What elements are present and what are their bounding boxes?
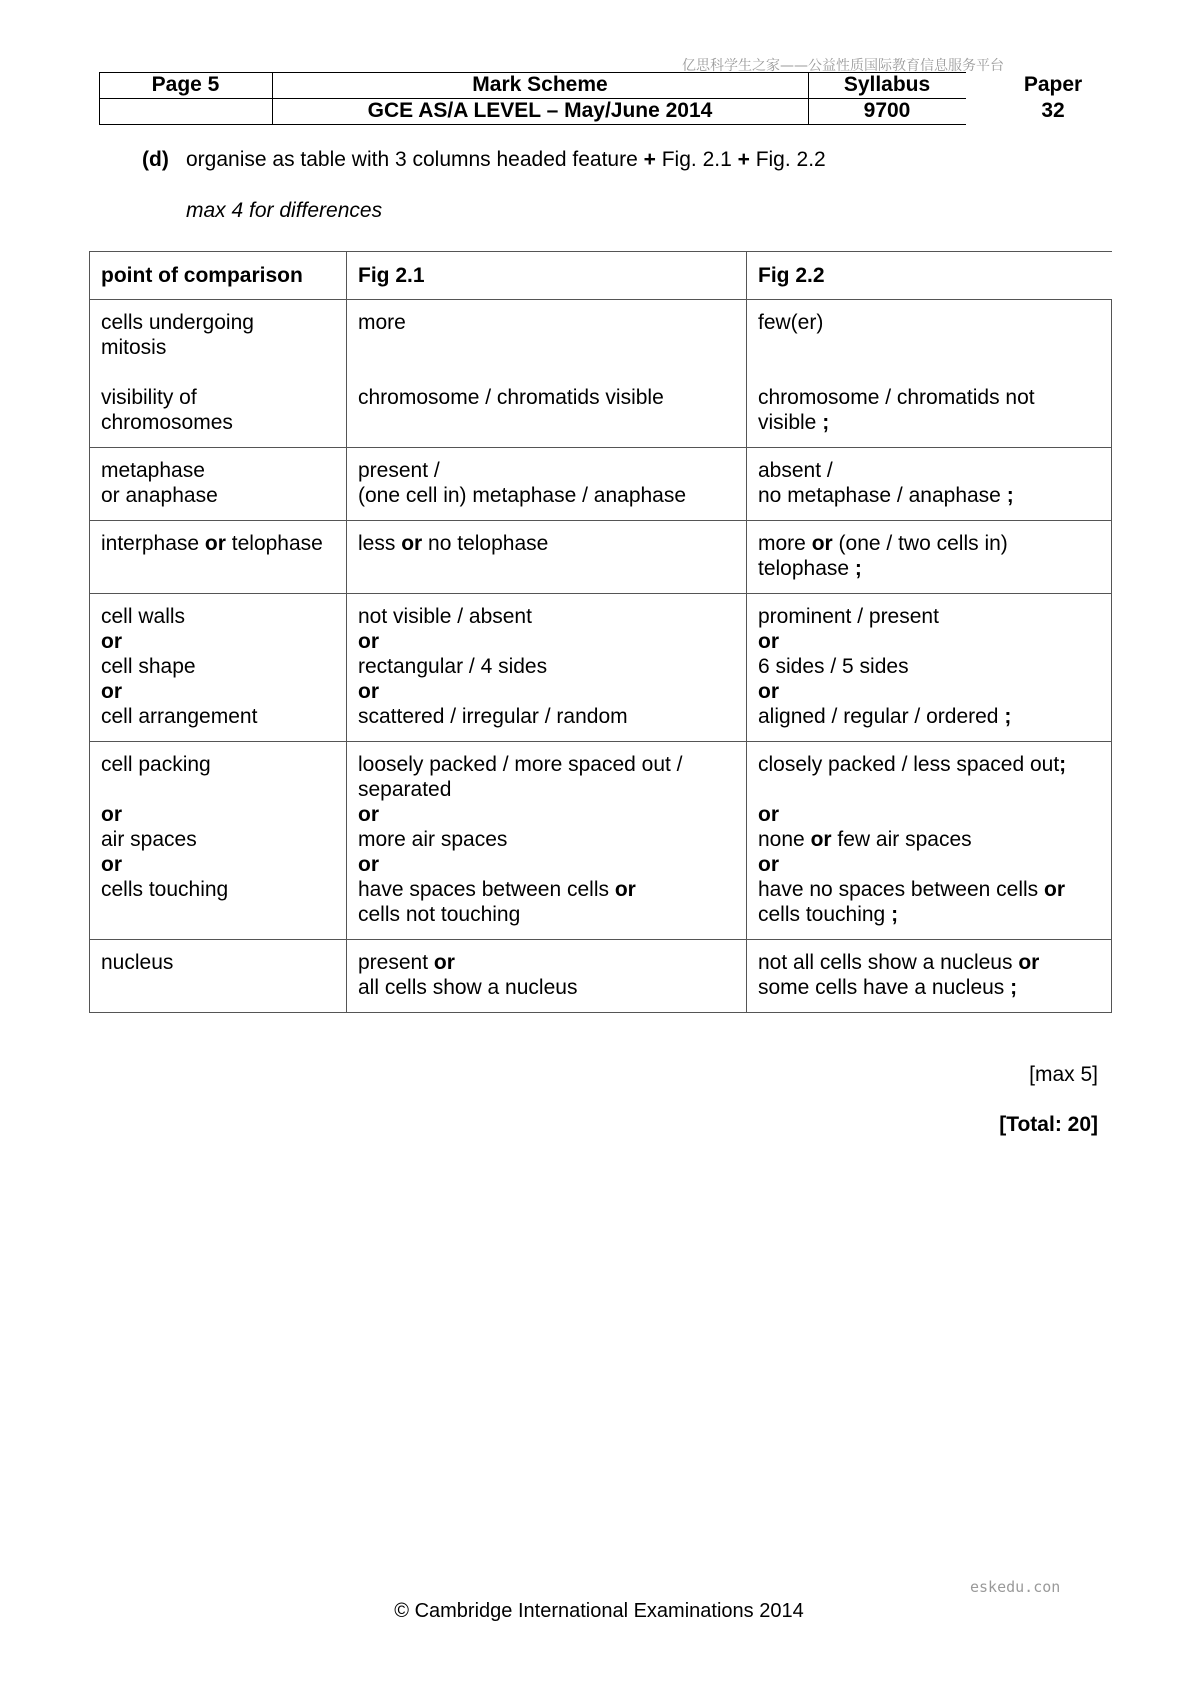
table-cell [347, 521, 747, 594]
table-cell [747, 300, 1112, 448]
cell-line: cell packing [101, 753, 211, 776]
cell-line: more [358, 311, 406, 334]
cell-line [101, 777, 336, 802]
cell-line: present / [358, 459, 440, 482]
cell-line: absent / [758, 459, 833, 482]
table-cell [90, 940, 347, 1013]
cell-line: cell walls [101, 605, 186, 628]
question-text-2: Fig. 2.1 [655, 148, 738, 171]
cell-line: or [358, 630, 379, 653]
cell-line: or [758, 680, 779, 703]
cell-line: visibility of [101, 386, 197, 409]
cell-line: cells undergoing [101, 311, 254, 334]
cell-line: separated [358, 778, 452, 801]
cell-line: aligned / regular / ordered ; [758, 705, 1012, 728]
cell-line: all cells show a nucleus [358, 976, 578, 999]
cell-line: or anaphase [101, 484, 218, 507]
cell-line: present or [358, 951, 455, 974]
header-syllabus-label: Syllabus [843, 73, 931, 96]
plus-sign-2: + [737, 148, 750, 171]
cell-line: no metaphase / anaphase ; [758, 484, 1014, 507]
cell-line: or [358, 803, 379, 826]
cell-line: cells touching [101, 878, 229, 901]
table-row [90, 742, 1112, 940]
cell-line: or [101, 680, 122, 703]
cell-line: or [101, 853, 122, 876]
cell-line: (one cell in) metaphase / anaphase [358, 484, 687, 507]
table-cell [747, 742, 1112, 940]
table-cell [747, 448, 1112, 521]
table-cell [347, 742, 747, 940]
header-rule-bottom [99, 124, 966, 125]
cell-line [101, 360, 336, 385]
cell-line: rectangular / 4 sides [358, 655, 548, 678]
table-cell [347, 300, 747, 448]
cell-line: air spaces [101, 828, 197, 851]
table-cell [90, 300, 347, 448]
header-title: Mark Scheme [472, 73, 608, 96]
table-cell [90, 448, 347, 521]
max-marks: [max 5] [1029, 1063, 1098, 1086]
cell-line: metaphase [101, 459, 205, 482]
cell-line: less or no telophase [358, 532, 549, 555]
cell-line: not visible / absent [358, 605, 532, 628]
table-cell [90, 594, 347, 742]
table-row [90, 300, 1112, 448]
cell-line: have no spaces between cells or [758, 878, 1066, 901]
plus-sign-1: + [643, 148, 656, 171]
table-header-row [90, 252, 1112, 300]
cell-line: or [758, 803, 779, 826]
cell-line: none or few air spaces [758, 828, 972, 851]
table-cell [90, 742, 347, 940]
cell-line: loosely packed / more spaced out / [358, 753, 683, 776]
header-exam: GCE AS/A LEVEL – May/June 2014 [367, 99, 713, 122]
cell-line: some cells have a nucleus ; [758, 976, 1018, 999]
cell-line: telophase ; [758, 557, 862, 580]
watermark-bottom: eskedu.con [970, 1578, 1061, 1596]
cell-line: mitosis [101, 336, 167, 359]
cell-line: nucleus [101, 951, 174, 974]
cell-line [758, 360, 1101, 385]
header-page: Page 5 [151, 73, 220, 96]
cell-line: prominent / present [758, 605, 939, 628]
cell-line: cells touching ; [758, 903, 899, 926]
cell-line: scattered / irregular / random [358, 705, 628, 728]
cell-line: closely packed / less spaced out; [758, 753, 1067, 776]
cell-line: chromosome / chromatids not [758, 386, 1035, 409]
cell-line: or [758, 853, 779, 876]
cell-line [758, 777, 1101, 802]
cell-line [758, 335, 1101, 360]
cell-line: cell arrangement [101, 705, 258, 728]
question-text-1: organise as table with 3 columns headed feature [186, 148, 644, 171]
question-text-3: Fig. 2.2 [749, 148, 826, 171]
cell-line: chromosome / chromatids visible [358, 386, 664, 409]
cell-line: or [101, 803, 122, 826]
comparison-table [89, 251, 1112, 1013]
column-header: point of comparison [90, 252, 347, 300]
table-cell [347, 594, 747, 742]
table-cell [747, 521, 1112, 594]
question-note: max 4 for differences [186, 199, 383, 222]
cell-line: have spaces between cells or [358, 878, 636, 901]
footer-copyright: © Cambridge International Examinations 2014 [394, 1600, 804, 1622]
table-cell [347, 448, 747, 521]
table-cell [90, 521, 347, 594]
total-marks: [Total: 20] [999, 1113, 1098, 1136]
question-label: (d) [142, 148, 169, 171]
column-header: Fig 2.2 [747, 252, 1112, 300]
table-row [90, 940, 1112, 1013]
table-row [90, 594, 1112, 742]
cell-line: 6 sides / 5 sides [758, 655, 909, 678]
cell-line: interphase or telophase [101, 532, 323, 555]
cell-line: chromosomes [101, 411, 233, 434]
table-row [90, 448, 1112, 521]
cell-line: cell shape [101, 655, 196, 678]
table-row [90, 521, 1112, 594]
question-line [142, 148, 826, 172]
table-cell [747, 940, 1112, 1013]
cell-line: few(er) [758, 311, 824, 334]
cell-line [358, 410, 736, 435]
column-header: Fig 2.1 [347, 252, 747, 300]
cell-line: or [358, 853, 379, 876]
header-paper-number: 32 [1041, 99, 1065, 122]
cell-line [358, 360, 736, 385]
cell-line: or [358, 680, 379, 703]
watermark-top: 亿思科学生之家——公益性质国际教育信息服务平台 [682, 58, 1004, 74]
table-cell [747, 594, 1112, 742]
cell-line: more air spaces [358, 828, 508, 851]
cell-line: or [758, 630, 779, 653]
cell-line [358, 335, 736, 360]
cell-line: cells not touching [358, 903, 521, 926]
cell-line: visible ; [758, 411, 830, 434]
table-cell [347, 940, 747, 1013]
header-paper-label: Paper [1023, 73, 1083, 96]
cell-line: not all cells show a nucleus or [758, 951, 1040, 974]
header-syllabus-code: 9700 [863, 99, 911, 122]
cell-line: or [101, 630, 122, 653]
cell-line: more or (one / two cells in) [758, 532, 1008, 555]
